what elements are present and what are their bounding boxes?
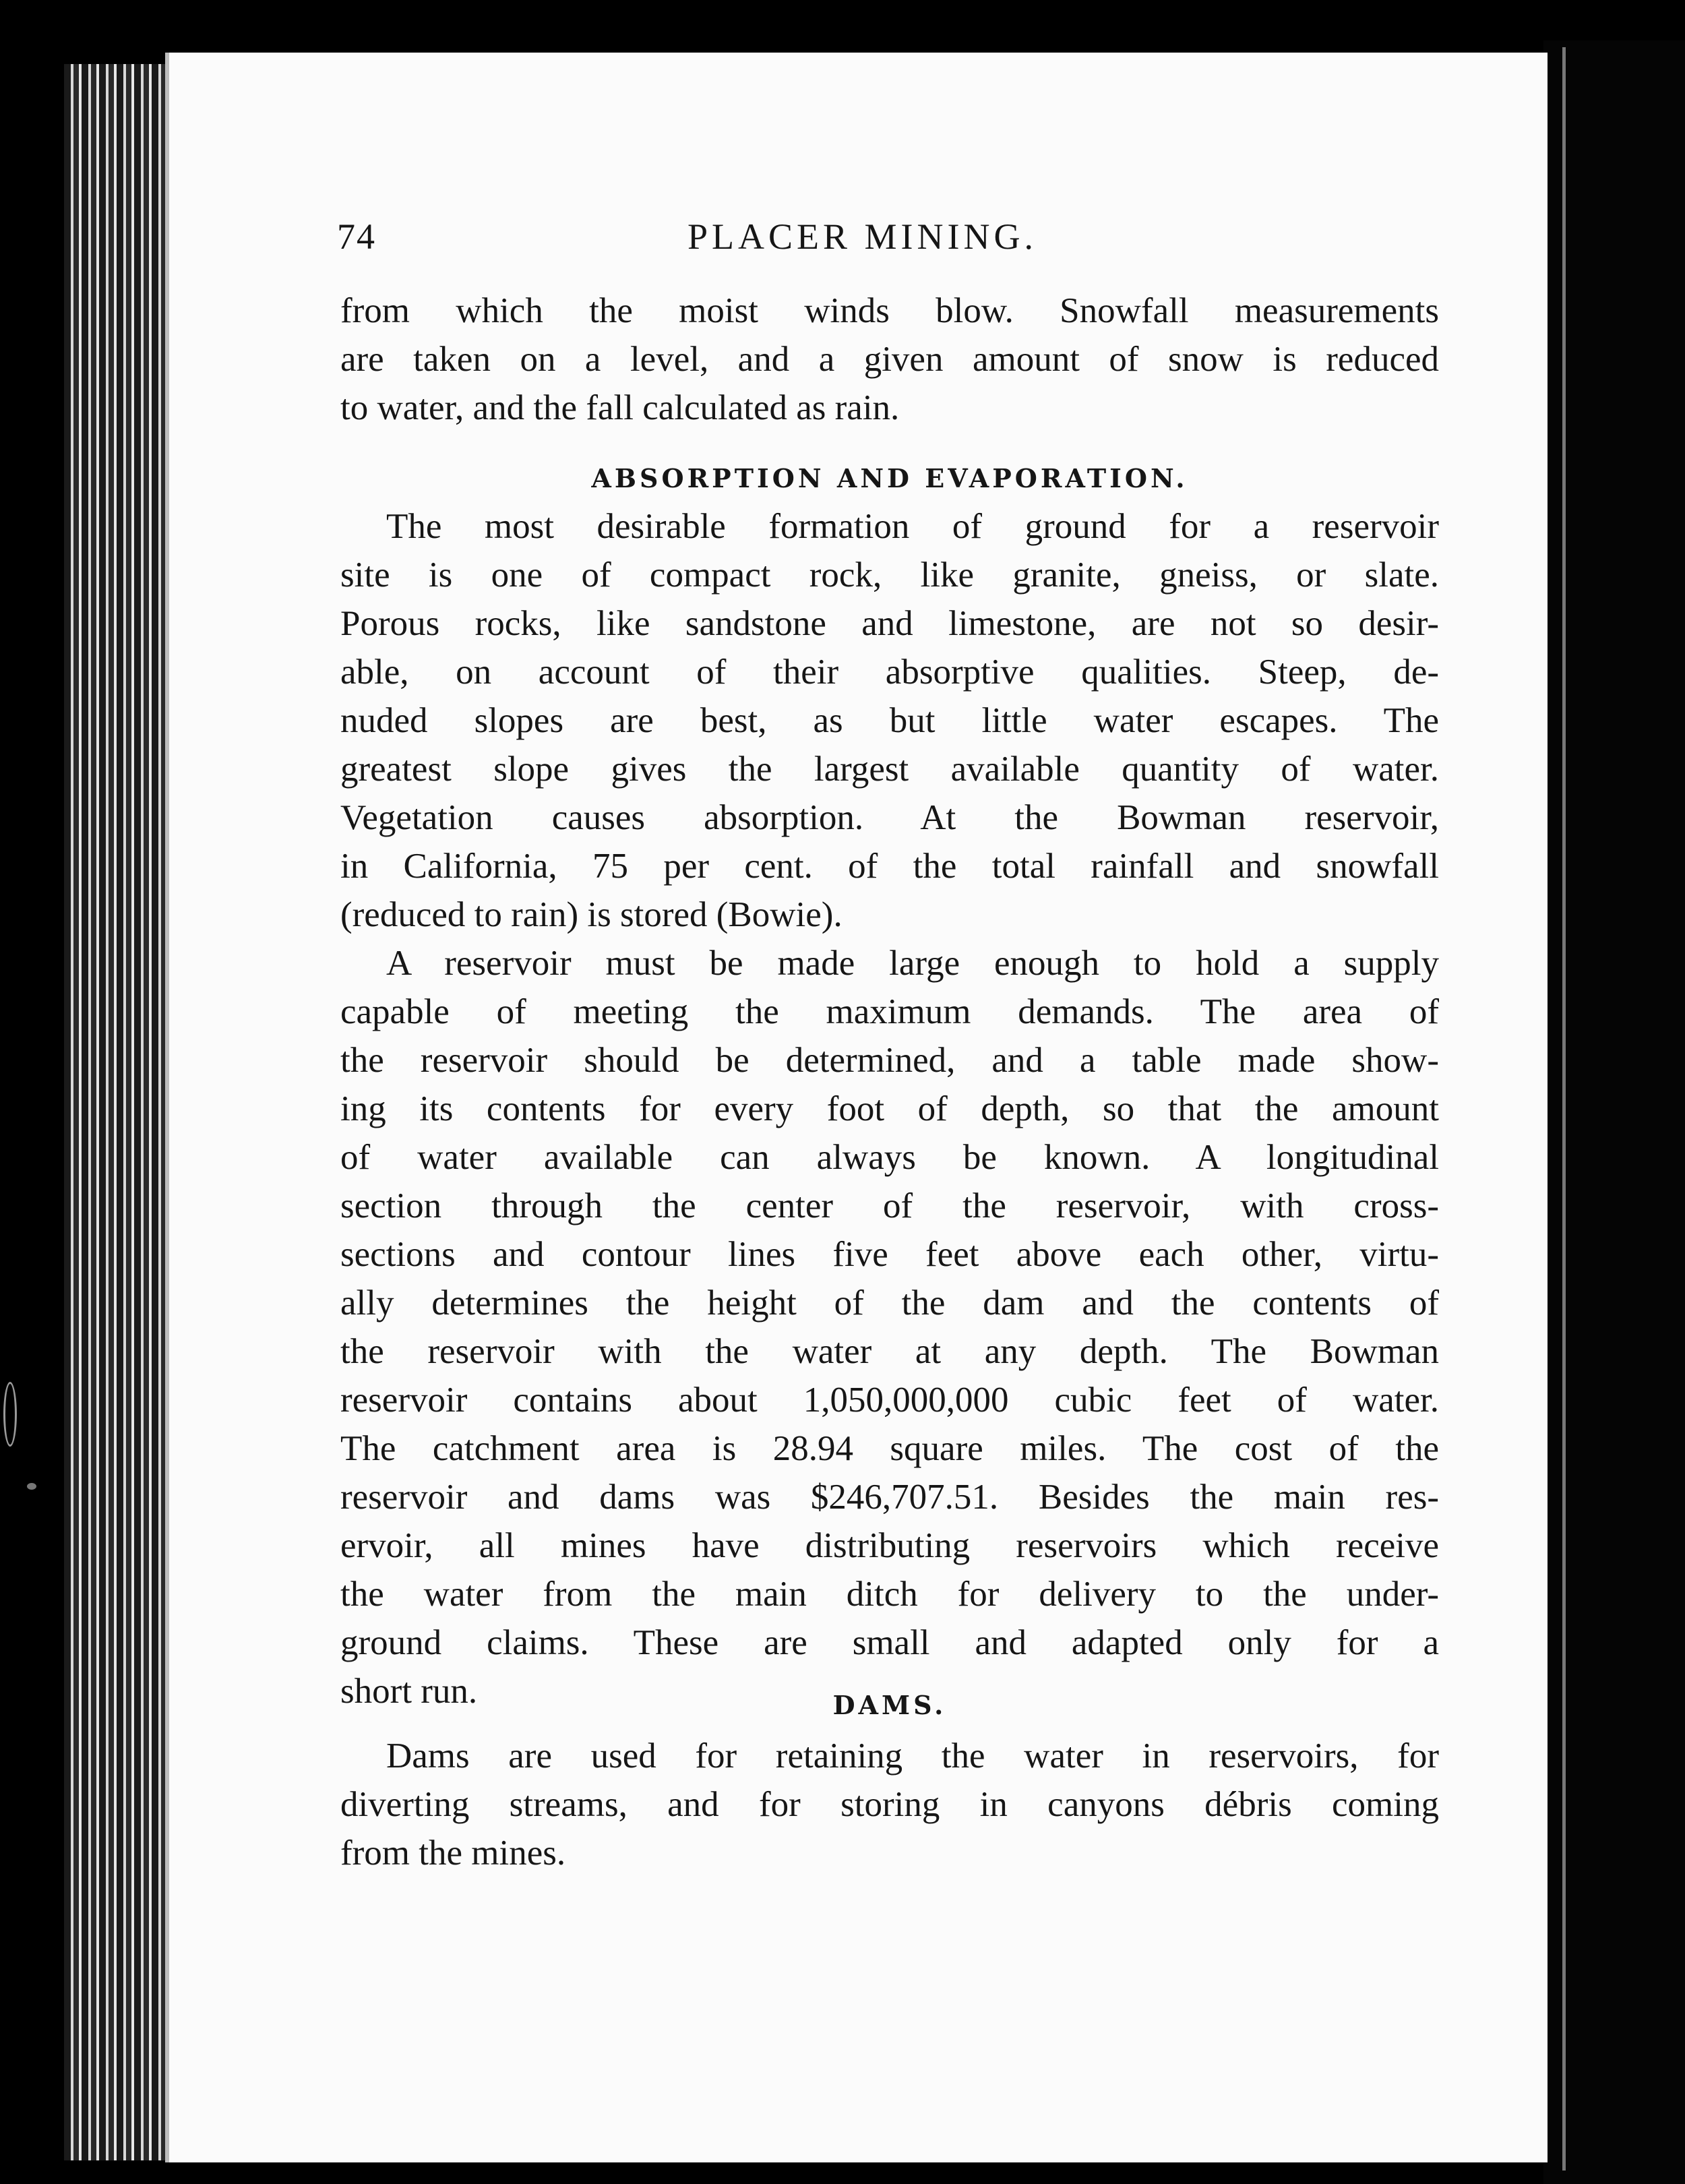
text-line: the water from the main ditch for delivery to the under- bbox=[340, 1575, 1439, 1614]
text-line: The most desirable formation of ground for a reservoir bbox=[386, 507, 1439, 546]
text-line: able, on account of their absorptive qualities. Steep, de- bbox=[340, 653, 1439, 692]
text-line: ervoir, all mines have distributing reservoirs which receive bbox=[340, 1526, 1439, 1565]
text-line: the reservoir with the water at any depth. The Bowman bbox=[340, 1332, 1439, 1371]
text-line: to water, and the fall calculated as rain. bbox=[340, 388, 900, 427]
text-line: A reservoir must be made large enough to hold a supply bbox=[386, 944, 1439, 983]
text-line: greatest slope gives the largest available quantity of water. bbox=[340, 750, 1439, 789]
text-line: ing its contents for every foot of depth, so that the amount bbox=[340, 1089, 1439, 1128]
text-line: capable of meeting the maximum demands. The area of bbox=[340, 992, 1439, 1031]
text-line: diverting streams, and for storing in canyons débris coming bbox=[340, 1785, 1439, 1824]
section-heading-absorption: ABSORPTION AND EVAPORATION. bbox=[591, 463, 1188, 493]
text-line: The catchment area is 28.94 square miles. The cost of the bbox=[340, 1429, 1439, 1468]
scan-artifact bbox=[27, 1483, 36, 1490]
left-page-edges bbox=[64, 64, 172, 2160]
text-line: Porous rocks, like sandstone and limestone, are not so desir- bbox=[340, 604, 1439, 643]
body-text bbox=[340, 286, 1439, 1904]
text-line: of water available can always be known. A longitudinal bbox=[340, 1138, 1439, 1177]
text-line: from which the moist winds blow. Snowfall measurements bbox=[340, 291, 1439, 330]
text-line: site is one of compact rock, like granite, gneiss, or slate. bbox=[340, 555, 1439, 595]
text-line: sections and contour lines five feet above each other, virtu- bbox=[340, 1235, 1439, 1274]
text-line: are taken on a level, and a given amount of snow is reduced bbox=[340, 340, 1439, 379]
running-title: PLACER MINING. bbox=[687, 216, 1038, 257]
running-head bbox=[337, 216, 1449, 270]
text-line: reservoir contains about 1,050,000,000 cubic feet of water. bbox=[340, 1381, 1439, 1420]
text-line: the reservoir should be determined, and a table made show- bbox=[340, 1041, 1439, 1080]
text-line: ally determines the height of the dam and the contents of bbox=[340, 1283, 1439, 1323]
text-line: Vegetation causes absorption. At the Bowman reservoir, bbox=[340, 798, 1439, 837]
text-line: in California, 75 per cent. of the total rainfall and snowfall bbox=[340, 847, 1439, 886]
scan-artifact bbox=[3, 1382, 17, 1447]
text-line: short run. bbox=[340, 1672, 478, 1711]
text-line: nuded slopes are best, as but little water escapes. The bbox=[340, 701, 1439, 740]
text-line: section through the center of the reservoir, with cross- bbox=[340, 1186, 1439, 1225]
text-line: (reduced to rain) is stored (Bowie). bbox=[340, 895, 842, 934]
section-heading-dams: DAMS. bbox=[832, 1690, 947, 1720]
text-line: Dams are used for retaining the water in reservoirs, for bbox=[386, 1736, 1439, 1776]
binding-edge-line bbox=[1562, 47, 1566, 2171]
text-line: reservoir and dams was $246,707.51. Besides the main res- bbox=[340, 1478, 1439, 1517]
text-line: from the mines. bbox=[340, 1833, 566, 1873]
page-number: 74 bbox=[337, 216, 376, 257]
text-line: ground claims. These are small and adapted only for a bbox=[340, 1623, 1439, 1662]
